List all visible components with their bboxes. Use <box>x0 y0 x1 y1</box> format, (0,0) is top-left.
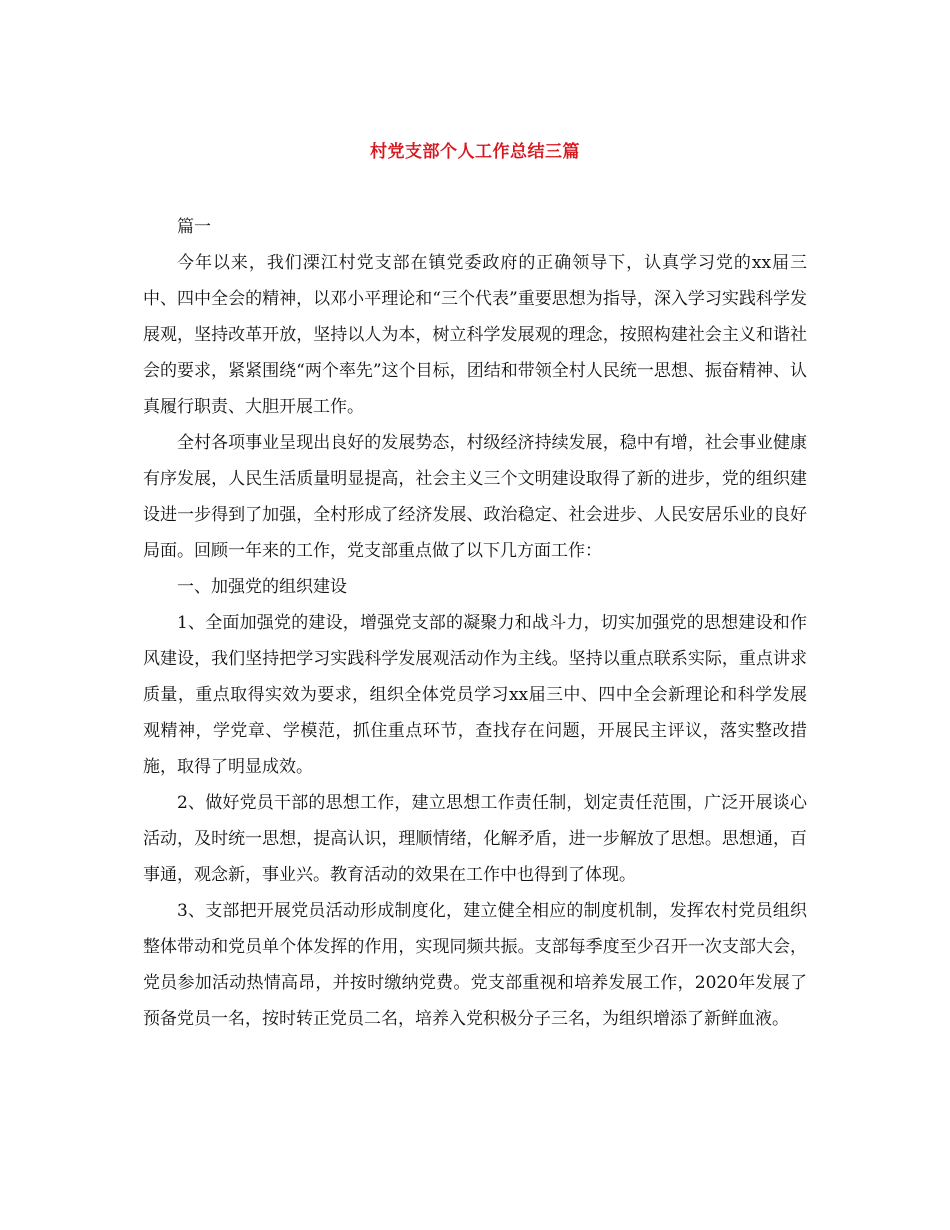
paragraph-intro: 今年以来，我们溧江村党支部在镇党委政府的正确领导下，认真学习党的xx届三中、四中全会的精神，以邓小平理论和“三个代表”重要思想为指导，深入学习实践科学发展观，坚持改革开放，坚持以人为本，树立科学发展观的理念，按照构建社会主义和谐社会的要求，紧紧围绕“两个率先”这个目标，团结和带领全村人民统一思想、振奋精神、认真履行职责、大胆开展工作。 <box>143 253 807 417</box>
section-heading: 一、加强党的组织建设 <box>177 577 347 597</box>
paragraph-item-1: 1、全面加强党的建设，增强党支部的凝聚力和战斗力，切实加强党的思想建设和作风建设，我们坚持把学习实践科学发展观活动作为主线。坚持以重点联系实际，重点讲求质量，重点取得实效为要求，组织全体党员学习xx届三中、四中全会新理论和科学发展观精神，学党章、学模范，抓住重点环节，查找存在问题，开展民主评议，落实整改措施，取得了明显成效。 <box>143 613 807 777</box>
document-title: 村党支部个人工作总结三篇 <box>370 142 580 162</box>
paragraph-overview: 全村各项事业呈现出良好的发展势态，村级经济持续发展，稳中有增，社会事业健康有序发展，人民生活质量明显提高，社会主义三个文明建设取得了新的进步，党的组织建设进一步得到了加强，全村形成了经济发展、政治稳定、社会进步、人民安居乐业的良好局面。回顾一年来的工作，党支部重点做了以下几方面工作： <box>143 433 807 561</box>
section-label: 篇一 <box>177 217 211 237</box>
paragraph-item-3: 3、支部把开展党员活动形成制度化，建立健全相应的制度机制，发挥农村党员组织整体带动和党员单个体发挥的作用，实现同频共振。支部每季度至少召开一次支部大会，党员参加活动热情高昂，并按时缴纳党费。党支部重视和培养发展工作，2020年发展了预备党员一名，按时转正党员二名，培养入党积极分子三名，为组织增添了新鲜血液。 <box>143 901 807 1029</box>
paragraph-item-2: 2、做好党员干部的思想工作，建立思想工作责任制，划定责任范围，广泛开展谈心活动，及时统一思想，提高认识，理顺情绪，化解矛盾，进一步解放了思想。思想通，百事通，观念新，事业兴。教育活动的效果在工作中也得到了体现。 <box>143 793 807 885</box>
